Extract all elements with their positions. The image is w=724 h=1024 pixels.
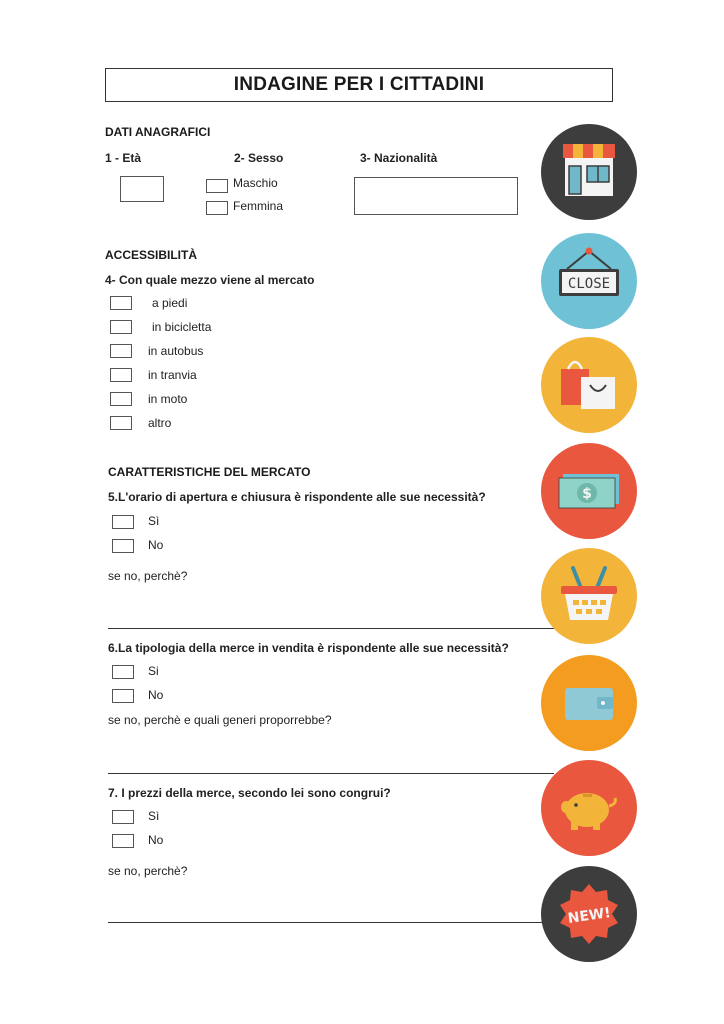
q5-answer-line[interactable]	[108, 628, 554, 629]
transport-moto-label: in moto	[148, 392, 188, 406]
q6-no-label: No	[148, 688, 164, 702]
close-sign-icon	[541, 233, 637, 329]
sex-female-checkbox[interactable]	[206, 201, 228, 215]
question-opening-hours-label: 5.L'orario di apertura e chiusura è rispondente alle sue necessità?	[108, 490, 486, 504]
shop-icon	[541, 124, 637, 220]
q5-followup-label: se no, perchè?	[108, 569, 188, 583]
transport-bus-checkbox[interactable]	[110, 344, 132, 358]
transport-bike-checkbox[interactable]	[110, 320, 132, 334]
transport-tram-label: in tranvia	[148, 368, 197, 382]
q7-followup-label: se no, perchè?	[108, 864, 188, 878]
q6-yes-label: Si	[148, 664, 159, 678]
page-title-text: INDAGINE PER I CITTADINI	[233, 74, 485, 95]
q7-no-label: No	[148, 833, 164, 847]
q6-yes-checkbox[interactable]	[112, 665, 134, 679]
q5-yes-checkbox[interactable]	[112, 515, 134, 529]
transport-tram-checkbox[interactable]	[110, 368, 132, 382]
shopping-bags-icon	[541, 337, 637, 433]
sex-female-label: Femmina	[233, 199, 284, 213]
new-badge-text: NEW!	[566, 905, 612, 927]
transport-other-label: altro	[148, 416, 172, 430]
wallet-icon	[541, 655, 637, 751]
transport-other-checkbox[interactable]	[110, 416, 132, 430]
question-goods-type-label: 6.La tipologia della merce in vendita è rispondente alle sue necessità?	[108, 641, 509, 655]
transport-bus-label: in autobus	[148, 344, 204, 358]
q6-no-checkbox[interactable]	[112, 689, 134, 703]
piggy-bank-icon	[541, 760, 637, 856]
transport-bike-label: in bicicletta	[152, 320, 212, 334]
question-sex-label: 2- Sesso	[234, 151, 284, 165]
nationality-field[interactable]	[354, 177, 518, 215]
q5-no-checkbox[interactable]	[112, 539, 134, 553]
transport-walk-label: a piedi	[152, 296, 188, 310]
transport-walk-checkbox[interactable]	[110, 296, 132, 310]
shopping-basket-icon	[541, 548, 637, 644]
q6-answer-line[interactable]	[108, 773, 554, 774]
question-nationality-label: 3- Nazionalità	[360, 151, 438, 165]
age-field[interactable]	[120, 176, 164, 202]
svg-text:$: $	[582, 486, 592, 502]
question-age-label: 1 - Età	[105, 151, 142, 165]
sex-male-label: Maschio	[233, 176, 278, 190]
section-heading-accessibility: ACCESSIBILITÀ	[105, 248, 198, 262]
page-title	[105, 68, 613, 102]
q7-yes-checkbox[interactable]	[112, 810, 134, 824]
q5-yes-label: Sì	[148, 514, 160, 528]
question-transport-label: 4- Con quale mezzo viene al mercato	[105, 273, 315, 287]
section-heading-market: CARATTERISTICHE DEL MERCATO	[108, 465, 311, 479]
close-sign-text: CLOSE	[567, 276, 611, 292]
money-icon	[541, 443, 637, 539]
q6-followup-label: se no, perchè e quali generi proporrebbe?	[108, 713, 332, 727]
q5-no-label: No	[148, 538, 164, 552]
transport-moto-checkbox[interactable]	[110, 392, 132, 406]
question-prices-label: 7. I prezzi della merce, secondo lei sono congrui?	[108, 786, 391, 800]
q7-yes-label: Sì	[148, 809, 160, 823]
q7-no-checkbox[interactable]	[112, 834, 134, 848]
section-heading-personal-data: DATI ANAGRAFICI	[105, 125, 211, 139]
sex-male-checkbox[interactable]	[206, 179, 228, 193]
new-badge-icon	[541, 866, 637, 962]
q7-answer-line[interactable]	[108, 922, 554, 923]
